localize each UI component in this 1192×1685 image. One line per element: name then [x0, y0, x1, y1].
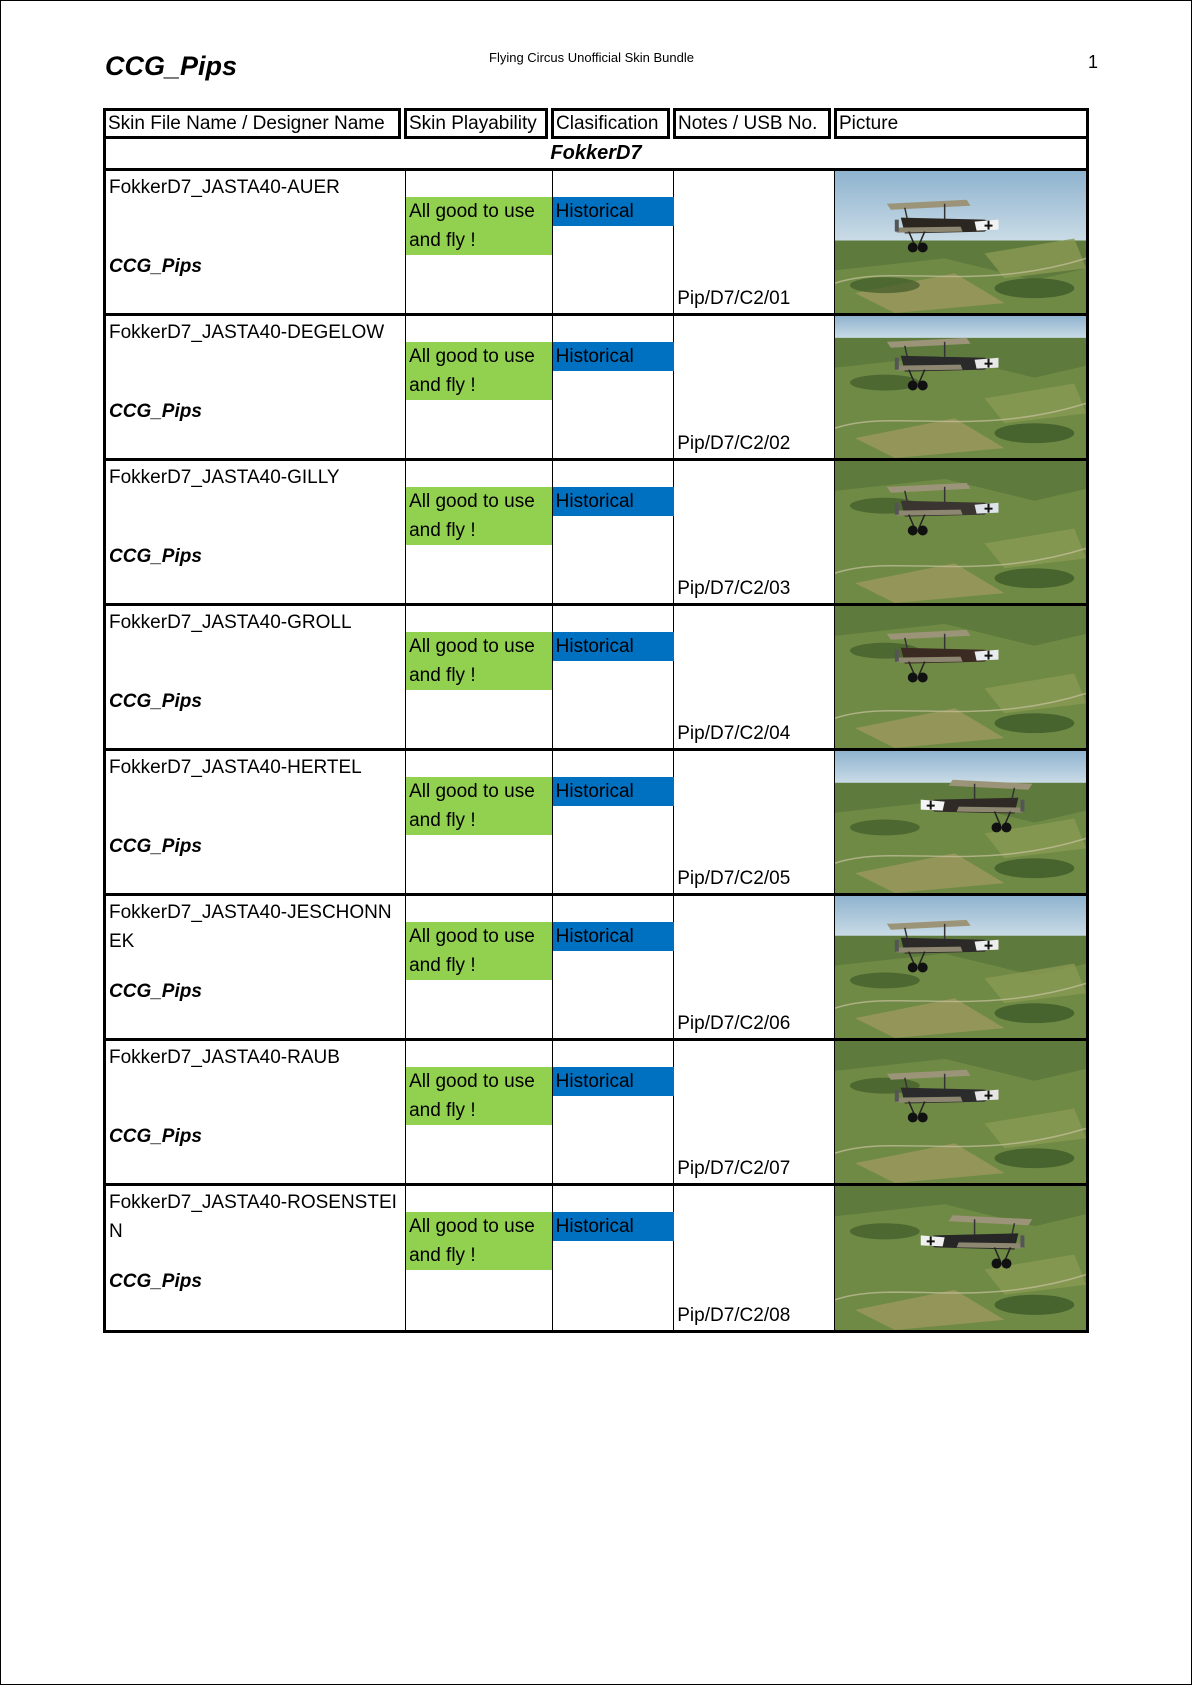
designer-title: CCG_Pips — [105, 51, 238, 81]
usb-number: Pip/D7/C2/02 — [677, 433, 791, 454]
aircraft-picture — [835, 1041, 1086, 1183]
playability-badge: All good to use and fly ! — [406, 342, 552, 400]
playability-badge: All good to use and fly ! — [406, 487, 552, 545]
classification-cell — [553, 171, 675, 313]
forest — [994, 858, 1074, 878]
picture-cell — [835, 316, 1086, 458]
classification-badge: Historical — [553, 777, 674, 806]
skin-name-cell — [106, 606, 406, 748]
playability-cell — [406, 896, 553, 1038]
playability-cell — [406, 751, 553, 893]
notes-cell — [674, 461, 835, 603]
column-header-playability: Skin Playability — [404, 108, 548, 139]
forest — [994, 1003, 1074, 1023]
forest — [994, 713, 1074, 733]
notes-cell — [674, 606, 835, 748]
picture-cell — [835, 1041, 1086, 1183]
fokker-d7-auer-in-flight — [835, 171, 1086, 313]
skin-file-name: FokkerD7_JASTA40-HERTEL — [109, 757, 362, 778]
usb-number: Pip/D7/C2/07 — [677, 1158, 791, 1179]
playability-cell — [406, 461, 553, 603]
forest — [994, 1148, 1074, 1168]
designer-name: CCG_Pips — [109, 1126, 202, 1147]
usb-number: Pip/D7/C2/08 — [677, 1305, 791, 1326]
designer-name: CCG_Pips — [109, 401, 202, 422]
picture-cell — [835, 751, 1086, 893]
fokker-d7-gilly-in-flight — [835, 461, 1086, 603]
playability-cell — [406, 171, 553, 313]
column-header-notes: Notes / USB No. — [673, 108, 831, 139]
fokker-d7-rosenstein-in-flight — [835, 1186, 1086, 1330]
fokker-d7-hertel-in-flight — [835, 751, 1086, 893]
fokker-d7-degelow-in-flight — [835, 316, 1086, 458]
picture-cell — [835, 1186, 1086, 1330]
forest — [850, 1223, 920, 1239]
table-row — [103, 171, 1089, 316]
classification-badge: Historical — [553, 487, 674, 516]
skin-name-cell — [106, 1186, 406, 1330]
skin-name-cell — [106, 896, 406, 1038]
skin-file-name: FokkerD7_JASTA40-GILLY — [109, 467, 340, 488]
forest — [994, 1295, 1074, 1315]
notes-cell — [674, 171, 835, 313]
designer-name: CCG_Pips — [109, 691, 202, 712]
picture-cell — [835, 171, 1086, 313]
notes-cell — [674, 751, 835, 893]
playability-badge: All good to use and fly ! — [406, 922, 552, 980]
classification-cell — [553, 461, 675, 603]
classification-badge: Historical — [553, 1067, 674, 1096]
classification-cell — [553, 751, 675, 893]
fokker-d7-raub-in-flight — [835, 1041, 1086, 1183]
classification-cell — [553, 316, 675, 458]
designer-name: CCG_Pips — [109, 1271, 202, 1292]
playability-badge: All good to use and fly ! — [406, 1212, 552, 1270]
sky — [835, 896, 1086, 936]
playability-badge: All good to use and fly ! — [406, 632, 552, 690]
forest — [994, 423, 1074, 443]
picture-cell — [835, 461, 1086, 603]
picture-cell — [835, 606, 1086, 748]
skin-name-cell — [106, 461, 406, 603]
forest — [850, 820, 920, 836]
column-header-classification: Clasification — [551, 108, 670, 139]
usb-number: Pip/D7/C2/03 — [677, 578, 791, 599]
skin-table — [103, 108, 1089, 1333]
classification-badge: Historical — [553, 632, 674, 661]
usb-number: Pip/D7/C2/06 — [677, 1013, 791, 1034]
skin-file-name: FokkerD7_JASTA40-ROSENSTEIN — [109, 1192, 397, 1242]
page-number: 1 — [1088, 52, 1099, 72]
skin-file-name: FokkerD7_JASTA40-RAUB — [109, 1047, 340, 1068]
skin-name-cell — [106, 751, 406, 893]
classification-cell — [553, 1186, 675, 1330]
forest — [994, 568, 1074, 588]
skin-file-name: FokkerD7_JASTA40-JESCHONNEK — [109, 902, 392, 952]
skin-name-cell — [106, 316, 406, 458]
classification-cell — [553, 896, 675, 1038]
fokker-d7-jeschonnek-in-flight — [835, 896, 1086, 1038]
usb-number: Pip/D7/C2/01 — [677, 288, 791, 309]
classification-badge: Historical — [553, 342, 674, 371]
forest — [994, 278, 1074, 298]
aircraft-picture — [835, 751, 1086, 893]
fokker-d7-groll-in-flight — [835, 606, 1086, 748]
playability-badge: All good to use and fly ! — [406, 777, 552, 835]
playability-badge: All good to use and fly ! — [406, 197, 552, 255]
classification-badge: Historical — [553, 1212, 674, 1241]
usb-number: Pip/D7/C2/05 — [677, 868, 791, 889]
table-row — [103, 896, 1089, 1041]
playability-cell — [406, 1041, 553, 1183]
table-row — [103, 1041, 1089, 1186]
usb-number: Pip/D7/C2/04 — [677, 723, 791, 744]
table-row — [103, 1186, 1089, 1333]
table-body — [103, 171, 1089, 1333]
column-header-picture: Picture — [834, 108, 1089, 139]
classification-cell — [553, 1041, 675, 1183]
column-header-skin-name: Skin File Name / Designer Name — [103, 108, 401, 139]
section-title: FokkerD7 — [103, 139, 1089, 171]
table-row — [103, 751, 1089, 896]
document-title: Flying Circus Unofficial Skin Bundle — [489, 50, 694, 65]
playability-badge: All good to use and fly ! — [406, 1067, 552, 1125]
skin-name-cell — [106, 1041, 406, 1183]
classification-badge: Historical — [553, 197, 674, 226]
sky — [835, 751, 1086, 783]
picture-cell — [835, 896, 1086, 1038]
table-row — [103, 316, 1089, 461]
skin-file-name: FokkerD7_JASTA40-DEGELOW — [109, 322, 385, 343]
designer-name: CCG_Pips — [109, 836, 202, 857]
table-row — [103, 606, 1089, 751]
skin-file-name: FokkerD7_JASTA40-AUER — [109, 177, 340, 198]
aircraft-picture — [835, 896, 1086, 1038]
designer-name: CCG_Pips — [109, 981, 202, 1002]
classification-badge: Historical — [553, 922, 674, 951]
aircraft-picture — [835, 1186, 1086, 1330]
designer-name: CCG_Pips — [109, 256, 202, 277]
aircraft-picture — [835, 171, 1086, 313]
playability-cell — [406, 606, 553, 748]
forest — [850, 277, 920, 293]
skin-file-name: FokkerD7_JASTA40-GROLL — [109, 612, 352, 633]
table-header-row — [103, 108, 1089, 139]
aircraft-picture — [835, 461, 1086, 603]
designer-name: CCG_Pips — [109, 546, 202, 567]
aircraft-picture — [835, 606, 1086, 748]
forest — [850, 972, 920, 988]
notes-cell — [674, 896, 835, 1038]
notes-cell — [674, 1186, 835, 1330]
notes-cell — [674, 316, 835, 458]
classification-cell — [553, 606, 675, 748]
playability-cell — [406, 316, 553, 458]
notes-cell — [674, 1041, 835, 1183]
skin-name-cell — [106, 171, 406, 313]
table-row — [103, 461, 1089, 606]
aircraft-picture — [835, 316, 1086, 458]
playability-cell — [406, 1186, 553, 1330]
sky — [835, 316, 1086, 338]
